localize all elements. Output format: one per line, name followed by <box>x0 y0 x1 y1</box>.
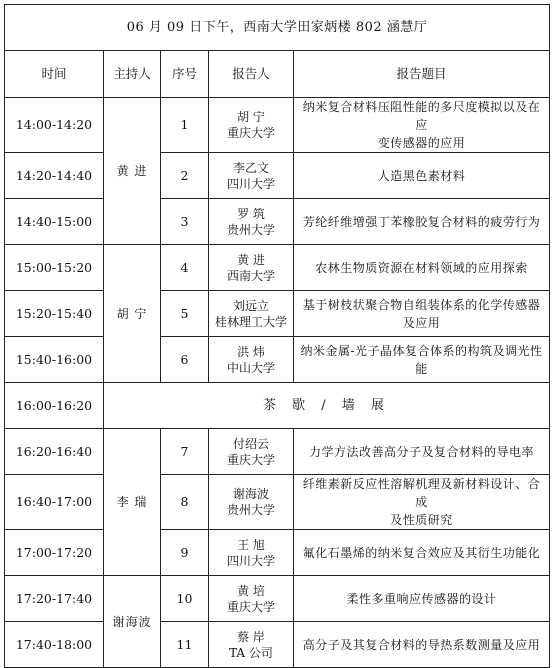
reporter-org: 重庆大学 <box>226 599 275 614</box>
reporter-cell <box>209 530 294 576</box>
table-row <box>5 153 550 199</box>
reporter-org: TA 公司 <box>229 645 273 660</box>
header-time: 时间 <box>5 51 104 98</box>
time-cell: 17:40-18:00 <box>5 622 104 668</box>
reporter-cell <box>209 199 294 245</box>
topic-cell <box>294 576 550 622</box>
topic-cell <box>294 429 550 475</box>
time-cell: 14:20-14:40 <box>5 153 104 199</box>
table-row <box>5 291 550 337</box>
schedule-table <box>4 4 550 668</box>
time-cell: 16:40-17:00 <box>5 475 104 530</box>
time-cell: 14:00-14:20 <box>5 98 104 153</box>
num-cell: 1 <box>161 98 209 153</box>
table-row <box>5 475 550 530</box>
topic-line: 高分子及其复合材料的导热系数测量及应用 <box>302 637 541 652</box>
topic-line: 变传感器的应用 <box>377 136 466 150</box>
time-cell: 17:20-17:40 <box>5 576 104 622</box>
topic-line: 基于树枝状聚合物自组装体系的化学传感器 <box>302 297 541 312</box>
topic-line: 及应用 <box>402 315 441 330</box>
topic-line: 芳纶纤维增强丁苯橡胶复合材料的疲劳行为 <box>302 214 541 229</box>
host-cell: 谢海波 <box>104 576 161 668</box>
reporter-cell <box>209 98 294 153</box>
reporter-cell <box>209 475 294 530</box>
table-row <box>5 429 550 475</box>
num-cell: 10 <box>161 576 209 622</box>
break-label: 茶 歇 / 墙 展 <box>104 383 550 429</box>
reporter-name: 刘远立 <box>232 298 269 313</box>
time-cell: 14:40-15:00 <box>5 199 104 245</box>
topic-line: 纳米金属-光子晶体复合体系的构筑及调光性能 <box>300 343 543 376</box>
reporter-org: 重庆大学 <box>226 452 275 467</box>
reporter-name: 蔡 岸 <box>237 629 265 644</box>
reporter-org: 重庆大学 <box>226 126 275 140</box>
reporter-org: 中山大学 <box>226 360 275 375</box>
reporter-org: 贵州大学 <box>226 222 275 237</box>
topic-cell <box>294 530 550 576</box>
num-cell: 9 <box>161 530 209 576</box>
reporter-name: 付绍云 <box>232 436 269 451</box>
break-row <box>5 383 550 429</box>
num-cell: 4 <box>161 245 209 291</box>
topic-line: 柔性多重响应传感器的设计 <box>346 591 497 606</box>
reporter-name: 谢海波 <box>232 487 269 501</box>
num-cell: 3 <box>161 199 209 245</box>
reporter-cell <box>209 622 294 668</box>
header-reporter: 报告人 <box>209 51 294 98</box>
topic-cell <box>294 153 550 199</box>
reporter-cell <box>209 245 294 291</box>
reporter-org: 桂林理工大学 <box>214 314 287 329</box>
topic-cell <box>294 337 550 383</box>
schedule-title: 06 月 09 日下午，西南大学田家炳楼 802 涵慧厅 <box>5 5 550 51</box>
reporter-name: 黄 进 <box>237 252 265 267</box>
reporter-org: 四川大学 <box>226 176 275 191</box>
topic-cell <box>294 622 550 668</box>
reporter-name: 黄 培 <box>237 583 265 598</box>
table-row <box>5 576 550 622</box>
reporter-org: 贵州大学 <box>226 503 275 517</box>
topic-cell <box>294 475 550 530</box>
topic-cell <box>294 98 550 153</box>
topic-cell <box>294 291 550 337</box>
host-cell: 李 瑞 <box>104 429 161 576</box>
num-cell: 11 <box>161 622 209 668</box>
reporter-name: 李乙文 <box>232 160 269 175</box>
num-cell: 6 <box>161 337 209 383</box>
reporter-name: 罗 筑 <box>237 206 265 221</box>
num-cell: 8 <box>161 475 209 530</box>
table-row <box>5 245 550 291</box>
table-row <box>5 530 550 576</box>
reporter-cell <box>209 429 294 475</box>
num-cell: 7 <box>161 429 209 475</box>
num-cell: 5 <box>161 291 209 337</box>
topic-line: 农林生物质资源在材料领域的应用探索 <box>315 260 528 275</box>
reporter-name: 洪 炜 <box>237 344 265 359</box>
topic-line: 人造黑色素材料 <box>377 168 466 183</box>
reporter-cell <box>209 153 294 199</box>
header-host: 主持人 <box>104 51 161 98</box>
topic-line: 力学方法改善高分子及复合材料的导电率 <box>308 444 534 459</box>
reporter-cell <box>209 576 294 622</box>
table-row <box>5 98 550 153</box>
time-cell: 17:00-17:20 <box>5 530 104 576</box>
table-row <box>5 622 550 668</box>
topic-line: 及性质研究 <box>390 513 453 527</box>
reporter-cell <box>209 291 294 337</box>
table-row <box>5 337 550 383</box>
topic-line: 纳米复合材料压阻性能的多尺度模拟以及在应 <box>302 100 541 132</box>
host-cell: 胡 宁 <box>104 245 161 383</box>
num-cell: 2 <box>161 153 209 199</box>
table-row <box>5 199 550 245</box>
reporter-cell <box>209 337 294 383</box>
topic-line: 氟化石墨烯的纳米复合效应及其衍生功能化 <box>302 545 541 560</box>
time-cell: 16:20-16:40 <box>5 429 104 475</box>
host-cell: 黄 进 <box>104 98 161 245</box>
reporter-org: 西南大学 <box>226 268 275 283</box>
topic-cell <box>294 199 550 245</box>
reporter-org: 四川大学 <box>226 553 275 568</box>
header-num: 序号 <box>161 51 209 98</box>
topic-cell <box>294 245 550 291</box>
header-topic: 报告题目 <box>294 51 550 98</box>
break-time-cell: 16:00-16:20 <box>5 383 104 429</box>
time-cell: 15:00-15:20 <box>5 245 104 291</box>
time-cell: 15:20-15:40 <box>5 291 104 337</box>
title-row <box>5 5 550 51</box>
time-cell: 15:40-16:00 <box>5 337 104 383</box>
topic-line: 纤维素新反应性溶解机理及新材料设计、合成 <box>302 477 541 509</box>
header-row <box>5 51 550 98</box>
reporter-name: 王 旭 <box>237 537 265 552</box>
reporter-name: 胡 宁 <box>237 110 265 124</box>
